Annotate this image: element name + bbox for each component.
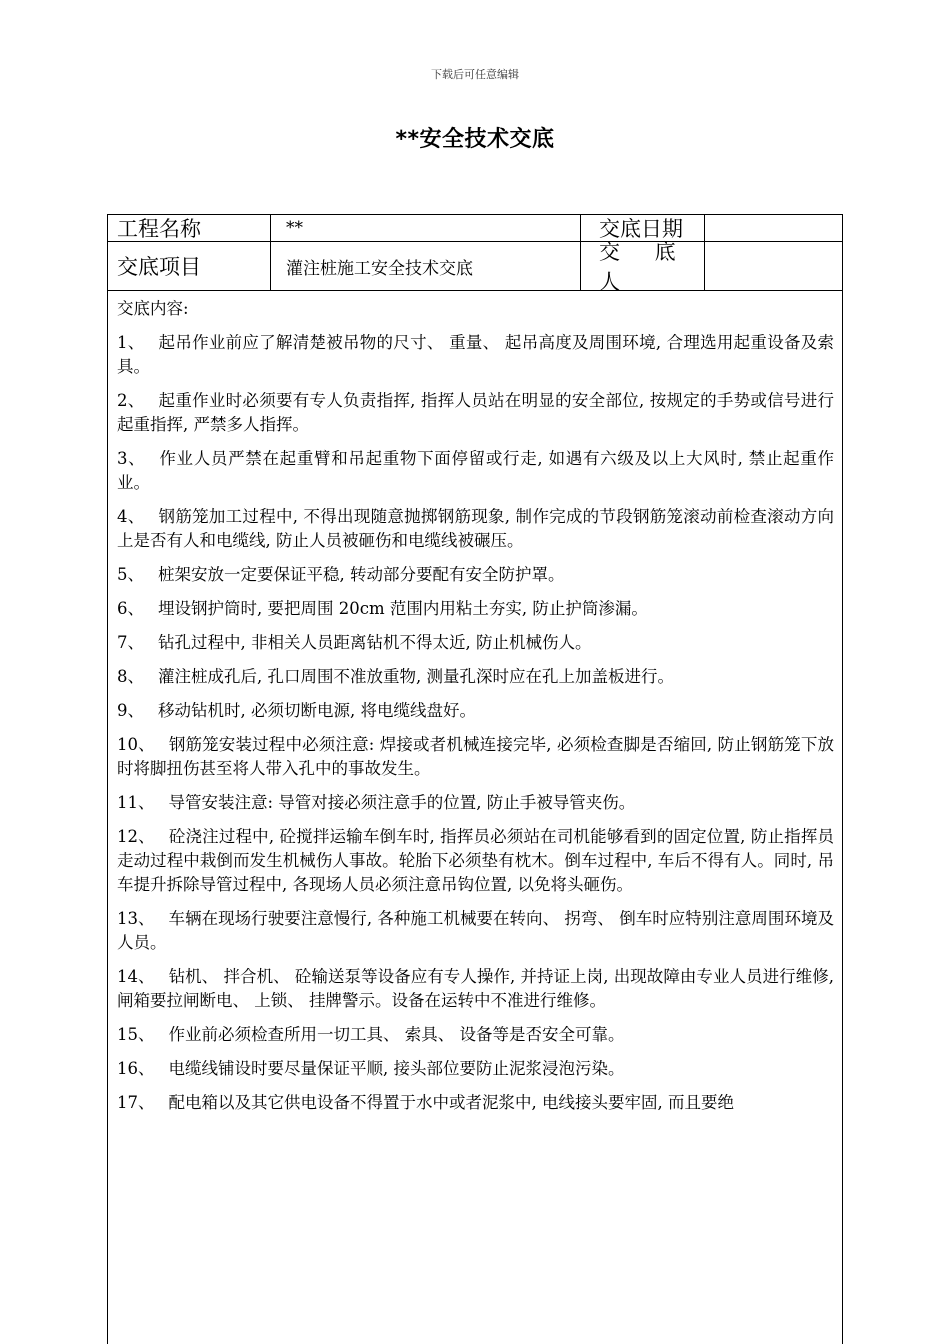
list-item [117,563,834,587]
list-item [117,1023,834,1047]
item-text: 埋设钢护筒时, 要把周围 20cm 范围内用粘土夯实, 防止护筒渗漏。 [158,599,648,618]
item-text: 起重作业时必须要有专人负责指挥, 指挥人员站在明显的安全部位, 按规定的手势或信号进行起重指挥, 严禁多人指挥。 [117,391,834,434]
item-number: 6、 [117,599,144,618]
list-item [117,331,834,379]
item-number: 11、 [117,793,155,812]
item-number: 8、 [117,667,144,686]
list-item [117,505,834,553]
item-text: 移动钻机时, 必须切断电源, 将电缆线盘好。 [158,701,476,720]
item-number: 14、 [117,967,155,986]
list-item [117,907,834,955]
content-items [117,331,834,1115]
table-row-project [108,215,842,242]
item-text: 导管安装注意: 导管对接必须注意手的位置, 防止手被导管夹伤。 [168,793,636,812]
disclosure-content [108,291,842,1125]
list-item [117,447,834,495]
person-label: 交 底 人 [581,242,705,290]
item-text: 钻机、 拌合机、 砼输送泵等设备应有专人操作, 并持证上岗, 出现故障由专业人员进行维修, 闸箱要拉闸断电、 上锁、 挂牌警示。设备在运转中不准进行维修。 [117,967,834,1010]
list-item [117,733,834,781]
item-number: 13、 [117,909,155,928]
item-number: 12、 [117,827,155,846]
item-text: 桩架安放一定要保证平稳, 转动部分要配有安全防护罩。 [158,565,565,584]
header-note: 下载后可任意编辑 [431,68,519,81]
item-number: 1、 [117,333,145,352]
item-number: 4、 [117,507,145,526]
list-item [117,699,834,723]
date-value [705,215,842,241]
item-number: 10、 [117,735,155,754]
item-number: 5、 [117,565,144,584]
item-text: 灌注桩成孔后, 孔口周围不准放重物, 测量孔深时应在孔上加盖板进行。 [158,667,674,686]
item-text: 作业前必须检查所用一切工具、 索具、 设备等是否安全可靠。 [168,1025,625,1044]
content-label: 交底内容: [117,299,189,318]
list-item [117,389,834,437]
list-item [117,597,834,621]
date-label: 交底日期 [581,215,705,241]
item-text: 钻孔过程中, 非相关人员距离钻机不得太近, 防止机械伤人。 [158,633,592,652]
list-item [117,631,834,655]
list-item [117,791,834,815]
item-number: 17、 [117,1093,155,1112]
item-text: 钢筋笼安装过程中必须注意: 焊接或者机械连接完毕, 必须检查脚是否缩回, 防止钢筋笼下放时将脚扭伤甚至将人带入孔中的事故发生。 [117,735,834,778]
item-value: 灌注桩施工安全技术交底 [271,242,581,290]
disclosure-table [107,214,843,1344]
item-text: 作业人员严禁在起重臂和吊起重物下面停留或行走, 如遇有六级及以上大风时, 禁止起重作业。 [117,449,835,492]
item-text: 电缆线铺设时要尽量保证平顺, 接头部位要防止泥浆浸泡污染。 [168,1059,625,1078]
project-name-label: 工程名称 [108,215,271,241]
item-number: 7、 [117,633,144,652]
project-name-value: ** [271,215,581,241]
item-label: 交底项目 [108,242,271,290]
item-number: 9、 [117,701,144,720]
list-item [117,1057,834,1081]
item-text: 钢筋笼加工过程中, 不得出现随意抛掷钢筋现象, 制作完成的节段钢筋笼滚动前检查滚动方向上是否有人和电缆线, 防止人员被砸伤和电缆线被碾压。 [117,507,834,550]
table-row-item [108,240,842,294]
document-title: **安全技术交底 [395,127,555,152]
item-number: 3、 [117,449,146,468]
list-item [117,825,834,897]
item-number: 16、 [117,1059,155,1078]
item-number: 2、 [117,391,145,410]
item-text: 砼浇注过程中, 砼搅拌运输车倒车时, 指挥员必须站在司机能够看到的固定位置, 防止指挥员走动过程中栽倒而发生机械伤人事故。轮胎下必须垫有枕木。倒车过程中, 车后不得有人。同时, 吊车提升拆除导管过程中, 各现场人员必须注意吊钩位置, 以免将头砸伤。 [117,827,834,894]
list-item [117,965,834,1013]
item-text: 车辆在现场行驶要注意慢行, 各种施工机械要在转向、 拐弯、 倒车时应特别注意周围环境及人员。 [117,909,834,952]
item-text: 起吊作业前应了解清楚被吊物的尺寸、 重量、 起吊高度及周围环境, 合理选用起重设备及索具。 [117,333,835,376]
list-item [117,665,834,689]
item-number: 15、 [117,1025,155,1044]
list-item [117,1091,834,1115]
person-value [705,242,842,290]
item-text: 配电箱以及其它供电设备不得置于水中或者泥浆中, 电线接头要牢固, 而且要绝 [168,1093,734,1112]
